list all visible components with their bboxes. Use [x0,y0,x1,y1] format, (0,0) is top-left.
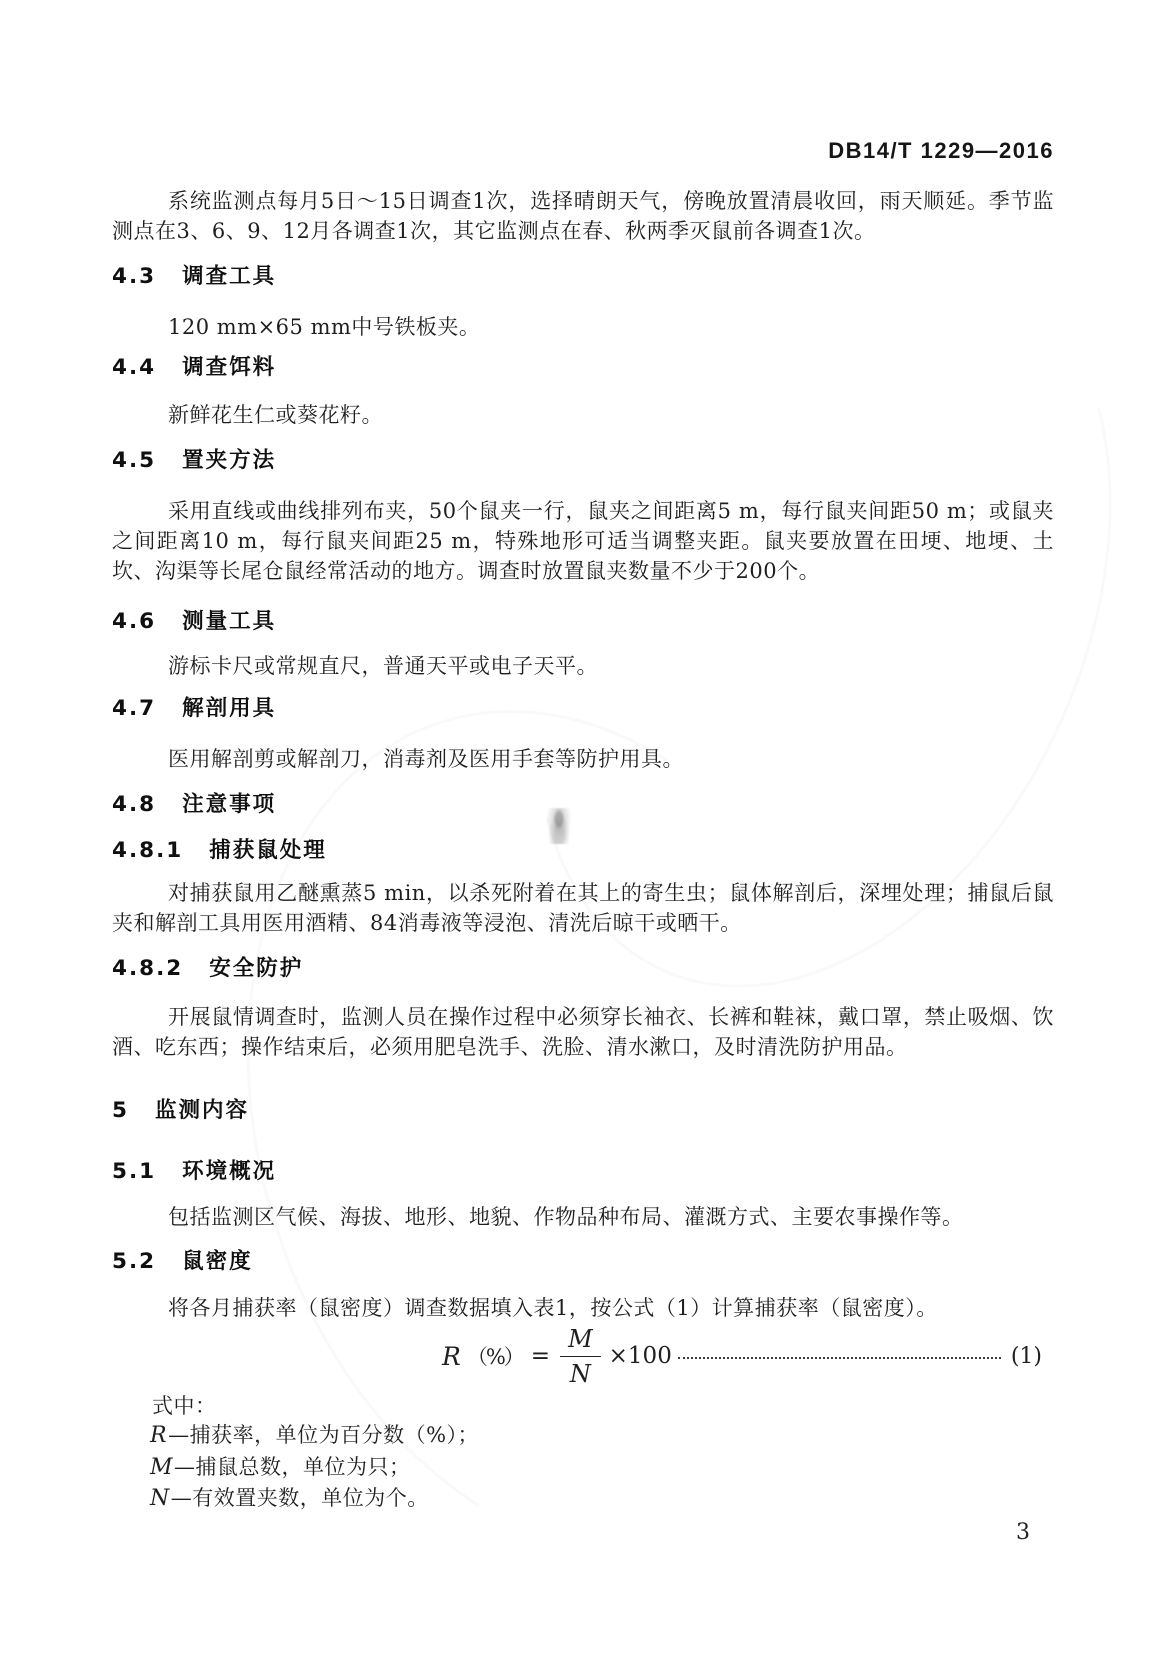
definition-N [150,1482,429,1512]
section-title: 解剖用具 [182,696,277,721]
definition-symbol: N [150,1486,170,1511]
section-body-5-2: 将各月捕获率（鼠密度）调查数据填入表1，按公式（1）计算捕获率（鼠密度）。 [168,1296,938,1320]
section-number: 4.5 [112,448,157,473]
section-heading-4-5 [112,450,276,472]
section-body-4-6: 游标卡尺或常规直尺，普通天平或电子天平。 [168,654,598,678]
section-heading-4-4 [112,357,276,379]
section-title: 调查工具 [182,264,277,289]
section-heading-5 [112,1100,249,1122]
section-heading-4-8 [112,794,276,816]
section-title: 置夹方法 [182,448,277,473]
equation-number: (1) [1010,1343,1042,1369]
section-number: 4.8 [112,792,157,817]
section-body-4-8-1: 对捕获鼠用乙醚熏蒸5 min，以杀死附着在其上的寄生虫；鼠体解剖后，深埋处理；捕鼠后鼠夹和解剖工具用医用酒精、84消毒液等浸泡、清洗后晾干或晒干。 [112,881,1054,935]
section-heading-5-1 [112,1161,276,1183]
formula-multiplier: ×100 [608,1343,672,1369]
section-heading-4-7 [112,698,276,720]
section-heading-4-6 [112,611,276,633]
section-number: 5.1 [112,1159,157,1184]
definition-R [150,1419,479,1449]
section-title: 鼠密度 [182,1249,253,1274]
formula-percent-unit: （%） [466,1345,523,1369]
definition-text: —捕获率，单位为百分数（%）； [168,1423,480,1447]
section-title: 安全防护 [209,956,304,981]
section-body-4-4: 新鲜花生仁或葵花籽。 [168,403,383,427]
section-heading-4-3 [112,266,276,288]
section-title: 监测内容 [154,1098,249,1123]
section-heading-5-2 [112,1251,253,1273]
section-body-4-3: 120 mm×65 mm中号铁板夹。 [168,315,481,339]
document-code-header: DB14/T 1229—2016 [828,138,1054,163]
page-number: 3 [1016,1520,1030,1545]
definition-symbol: R [150,1423,168,1448]
formula-equals-sign: = [530,1343,551,1369]
definition-text: —捕鼠总数，单位为只； [174,1455,411,1479]
watermark-artifact [546,808,572,844]
section-title: 测量工具 [182,609,277,634]
section-title: 调查饵料 [182,355,277,380]
section-number: 4.4 [112,355,157,380]
formula-fraction [560,1325,601,1388]
formula-variable-R: R [442,1341,461,1371]
capture-rate-formula [112,1320,1042,1392]
section-heading-4-8-1 [112,840,327,862]
paragraph-monitoring-schedule: 系统监测点每月5日～15日调查1次，选择晴朗天气，傍晚放置清晨收回，雨天顺延。季节监测点在3、6、9、12月各调查1次，其它监测点在春、秋两季灭鼠前各调查1次。 [112,189,1054,243]
section-number: 4.8.1 [112,838,184,863]
section-number: 4.3 [112,264,157,289]
section-number: 5 [112,1098,129,1123]
section-number: 5.2 [112,1249,157,1274]
section-title: 注意事项 [182,792,277,817]
fraction-denominator: N [569,1359,591,1388]
section-body-4-8-2: 开展鼠情调查时，监测人员在操作过程中必须穿长袖衣、长裤和鞋袜，戴口罩，禁止吸烟、饮酒、吃东西；操作结束后，必须用肥皂洗手、洗脸、清水漱口，及时清洗防护用品。 [112,1005,1054,1059]
section-title: 环境概况 [182,1159,277,1184]
definition-text: —有效置夹数，单位为个。 [170,1486,429,1510]
section-title: 捕获鼠处理 [209,838,327,863]
definition-symbol: M [150,1455,174,1480]
fraction-numerator: M [560,1325,601,1357]
section-number: 4.6 [112,609,157,634]
section-number: 4.7 [112,696,157,721]
section-body-4-5: 采用直线或曲线排列布夹，50个鼠夹一行，鼠夹之间距离5 m，每行鼠夹间距50 m；或鼠夹之间距离10 m，每行鼠夹间距25 m，特殊地形可适当调整夹距。鼠夹要放置在田埂、地埂、土坎、沟渠等长尾仓鼠经常活动的地方。调查时放置鼠夹数量不少于200个。 [112,499,1054,583]
section-body-5-1: 包括监测区气候、海拔、地形、地貌、作物品种布局、灌溉方式、主要农事操作等。 [168,1205,964,1229]
section-number: 4.8.2 [112,956,184,981]
formula-where-label: 式中： [152,1394,217,1418]
dotted-leader [678,1357,1001,1359]
section-heading-4-8-2 [112,958,303,980]
section-body-4-7: 医用解剖剪或解剖刀，消毒剂及医用手套等防护用具。 [168,747,684,771]
definition-M [150,1451,411,1481]
